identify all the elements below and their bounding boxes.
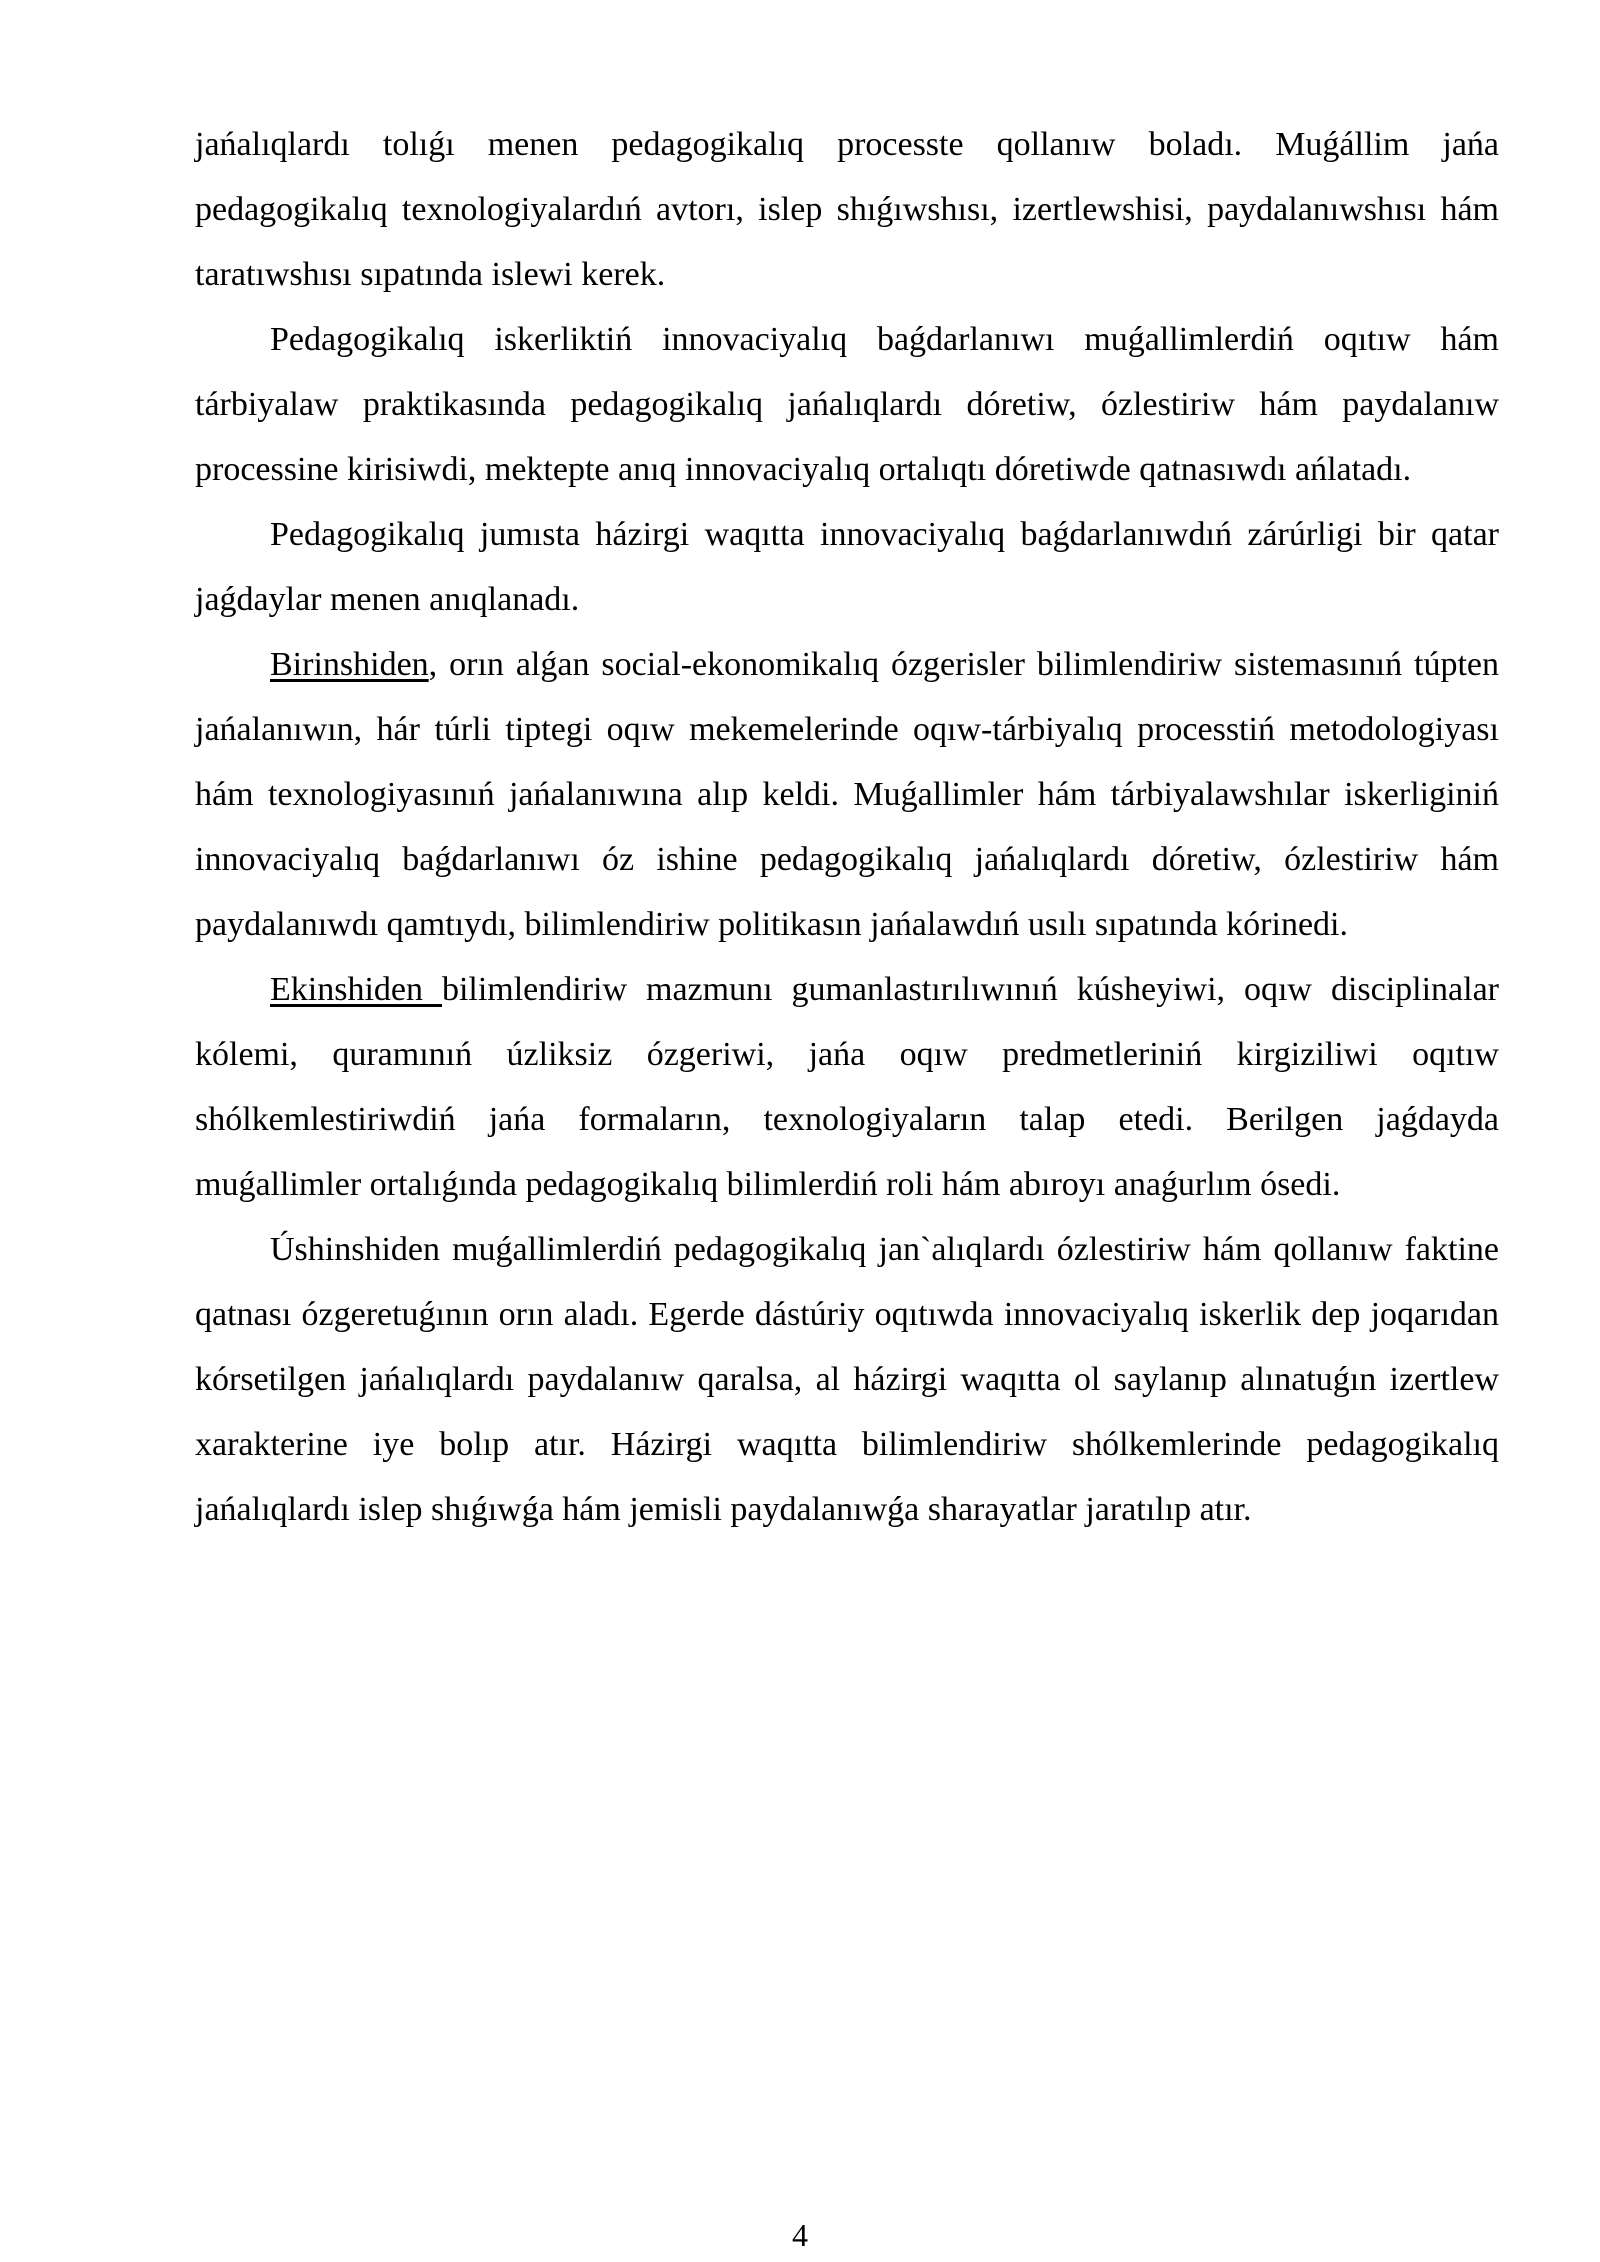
paragraph-3-text: Pedagogikalıq jumısta házirgi waqıtta innovaciyalıq baǵdarlanıwdıń zárúrligi bir qatar jaǵdaylar menen anıqlanadı. [195, 516, 1499, 618]
paragraph-6 [195, 1217, 1499, 1542]
body-text [195, 112, 1499, 1542]
paragraph-4-lead: Birinshiden [270, 646, 429, 683]
paragraph-4-text: , orın alǵan social-ekonomikalıq ózgerisler bilimlendiriw sistemasınıń túpten jańalanıwın, hár túrli tiptegi oqıw mekemelerinde oqıw-tárbiyalıq processtiń metodologiyası hám texnologiyasınıń jańalanıwına alıp keldi. Muǵallimler hám tárbiyalawshılar iskerliginiń innovaciyalıq baǵdarlanıwı óz ishine pedagogikalıq jańalıqlardı dóretiw, ózlestiriw hám paydalanıwdı qamtıydı, bilimlendiriw politikasın jańalawdıń usılı sıpatında kórinedi. [195, 646, 1499, 943]
paragraph-2-text: Pedagogikalıq iskerliktiń innovaciyalıq baǵdarlanıwı muǵallimlerdiń oqıtıw hám tárbiyalaw praktikasında pedagogikalıq jańalıqlardı dóretiw, ózlestiriw hám paydalanıw processine kirisiwdi, mektepte anıq innovaciyalıq ortalıqtı dóretiwde qatnasıwdı ańlatadı. [195, 321, 1499, 488]
paragraph-1-text: jańalıqlardı tolıǵı menen pedagogikalıq processte qollanıw boladı. Muǵállim jańa pedagogikalıq texnologiyalardıń avtorı, islep shıǵıwshısı, izertlewshisi, paydalanıwshısı hám taratıwshısı sıpatında islewi kerek. [195, 126, 1499, 293]
paragraph-2 [195, 307, 1499, 502]
paragraph-1 [195, 112, 1499, 307]
paragraph-5-text: bilimlendiriw mazmunı gumanlastırılıwınıń kúsheyiwi, oqıw disciplinalar kólemi, quramınıń úzliksiz ózgeriwi, jańa oqıw predmetleriniń kirgiziliwi oqıtıw shólkemlestiriwdiń jańa formaların, texnologiyaların talap etedi. Berilgen jaǵdayda muǵallimler ortalıǵında pedagogikalıq bilimlerdiń roli hám abıroyı anaǵurlım ósedi. [195, 971, 1500, 1203]
paragraph-5-lead: Ekinshiden [270, 971, 442, 1008]
paragraph-5 [195, 957, 1499, 1217]
page-number: 4 [792, 2217, 808, 2253]
paragraph-4 [195, 632, 1499, 957]
paragraph-3 [195, 502, 1499, 632]
paragraph-6-text: Úshinshiden muǵallimlerdiń pedagogikalıq jan`alıqlardı ózlestiriw hám qollanıw faktine qatnası ózgeretuǵının orın aladı. Egerde dástúriy oqıtıwda innovaciyalıq iskerlik dep joqarıdan kórsetilgen jańalıqlardı paydalanıw qaralsa, al házirgi waqıtta ol saylanıp alınatuǵın izertlew xarakterine iye bolıp atır. Házirgi waqıtta bilimlendiriw shólkemlerinde pedagogikalıq jańalıqlardı islep shıǵıwǵa hám jemisli paydalanıwǵa sharayatlar jaratılıp atır. [195, 1231, 1499, 1528]
